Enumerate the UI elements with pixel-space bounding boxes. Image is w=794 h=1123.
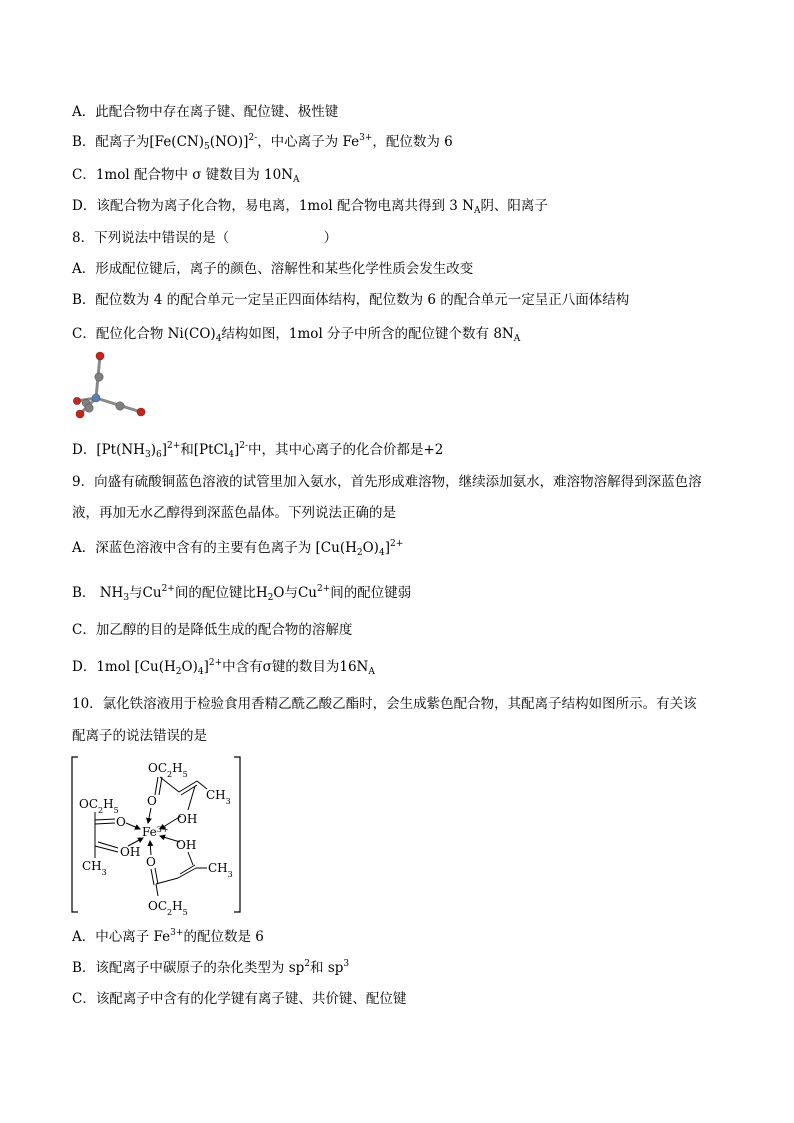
subscript: 2 xyxy=(167,907,173,917)
bottom-ligand-bonds xyxy=(151,852,207,896)
subscript: 2 xyxy=(175,667,182,677)
subscript: 2 xyxy=(98,805,104,815)
q8-stem: 8．下列说法中错误的是（ ） xyxy=(72,230,338,246)
superscript: 3+ xyxy=(359,133,373,143)
q9-stem-line-1: 9．向盛有硫酸铜蓝色溶液的试管里加入氨水，首先形成难溶物，继续添加氨水，难溶物溶解得到深蓝色溶 xyxy=(72,474,702,490)
superscript: 2+ xyxy=(389,539,404,549)
superscript: 2+ xyxy=(161,584,175,594)
subscript: 4 xyxy=(197,667,204,677)
subscript: 4 xyxy=(228,450,234,460)
oxygen-atom xyxy=(137,408,145,416)
subscript: A xyxy=(368,667,375,677)
subscript: 3 xyxy=(101,867,107,877)
superscript: 2 xyxy=(304,959,311,969)
q7-option-d: D．该配合物为离子化合物，易电离，1mol 配合物电离共得到 3 $N_A$阴、阳离子 xyxy=(72,198,548,216)
fe-complex-structure-figure xyxy=(65,750,250,920)
bottom-oc2h5-label: $OC_2H_5$ xyxy=(148,899,188,917)
subscript: 3 xyxy=(227,869,233,879)
left-ch3-label: $CH_3$ xyxy=(82,859,107,877)
ni-co4-molecule-figure xyxy=(65,345,155,420)
left-oc2h5-label: $OC_2H_5$ xyxy=(79,797,119,815)
q8-option-b: B．配位数为 4 的配合单元一定呈正四面体结构，配位数为 6 的配合单元一定呈正八面体结构 xyxy=(72,292,630,308)
q8-option-a: A．形成配位键后，离子的颜色、溶解性和某些化学性质会发生改变 xyxy=(72,261,474,277)
subscript: 2 xyxy=(167,769,173,779)
subscript: A xyxy=(473,206,481,216)
subscript: 4 xyxy=(215,334,222,344)
q10-option-c: C．该配离子中含有的化学键有离子键、共价键、配位键 xyxy=(72,991,407,1007)
nickel-atom xyxy=(92,394,100,402)
subscript: 2 xyxy=(267,593,274,603)
subscript: A xyxy=(513,334,521,344)
bottom-ch3-label: $CH_3$ xyxy=(208,861,233,879)
subscript: 5 xyxy=(113,805,119,815)
left-ligand-bonds xyxy=(95,812,118,858)
q8-option-d: D．$[Pt(NH_3)_6]^{2+}$和[PtCl$_4$]$^{2-}$中，其中心离子的化合价都是+2 xyxy=(72,441,444,460)
superscript: 3+ xyxy=(156,824,169,834)
top-ligand-bonds xyxy=(155,777,207,810)
q7-option-c: C．1mol 配合物中 σ 键数目为 $10N_A$ xyxy=(72,167,300,185)
oxygen-atom xyxy=(73,397,80,404)
subscript: 5 xyxy=(203,142,210,152)
oxygen-atom xyxy=(76,410,84,418)
superscript: 2+ xyxy=(166,441,181,451)
carbon-atom xyxy=(85,404,93,412)
q9-option-d: D．1mol $[Cu(H_2O)_4]^{2+}$中含有σ键的数目为$16N_A$ xyxy=(72,658,375,677)
top-o-label: O xyxy=(147,794,157,808)
right-bracket xyxy=(234,757,240,912)
subscript: 6 xyxy=(155,450,162,460)
bottom-o-label: O xyxy=(146,855,156,869)
subscript: 5 xyxy=(182,907,188,917)
q9-option-a: A．深蓝色溶液中含有的主要有色离子为 $[Cu(H_2O)_4]^{2+}$ xyxy=(72,539,404,558)
q9-option-b: B． $NH_3$与$Cu^{2+}$间的配位键比$H_2O$与$Cu^{2+}$间的配位键弱 xyxy=(72,584,412,603)
q7-option-a: A．此配合物中存在离子键、配位键、极性键 xyxy=(72,104,339,120)
subscript: 5 xyxy=(182,769,188,779)
subscript: 3 xyxy=(225,796,231,806)
subscript: 2 xyxy=(356,548,363,558)
subscript: A xyxy=(293,175,300,185)
q8-option-c: C．配位化合物 $Ni(CO)_4$结构如图，1mol 分子中所含的配位键个数有 $8N_A$ xyxy=(72,326,521,344)
superscript: 2+ xyxy=(208,658,223,668)
subscript: 3 xyxy=(144,450,151,460)
top-oc2h5-label: $OC_2H_5$ xyxy=(148,761,188,779)
carbon-atom xyxy=(95,373,103,381)
subscript: 4 xyxy=(378,548,385,558)
q9-stem-line-2: 液，再加无水乙醇得到深蓝色晶体。下列说法正确的是 xyxy=(72,505,396,521)
bottom-oh-label: OH xyxy=(176,838,197,852)
superscript: 2+ xyxy=(316,584,331,594)
q10-stem-line-1: 10．氯化铁溶液用于检验食用香精乙酰乙酸乙酯时，会生成紫色配合物，其配离子结构如图所示。有关该 xyxy=(72,696,697,712)
center-fe-label: $Fe^{3+}$ xyxy=(142,824,169,839)
top-ch3-label: $CH_3$ xyxy=(206,788,231,806)
superscript: 2- xyxy=(248,133,258,143)
superscript: 2- xyxy=(239,441,248,451)
left-o-label: O xyxy=(116,815,126,829)
q9-option-c: C．加乙醇的目的是降低生成的配合物的溶解度 xyxy=(72,622,353,638)
q10-stem-line-2: 配离子的说法错误的是 xyxy=(72,728,207,744)
q7-option-b: B．配离子为$[Fe(CN)_5(NO)]^{2-}$，中心离子为 $Fe^{3+}$，配位数为 6 xyxy=(72,133,453,152)
subscript: 3 xyxy=(123,593,130,603)
superscript: 3 xyxy=(343,959,350,969)
left-oh-label: OH xyxy=(120,845,141,859)
q10-option-a: A．中心离子 $Fe^{3+}$的配位数是 6 xyxy=(72,928,264,945)
oxygen-atom xyxy=(96,352,104,360)
carbon-atom xyxy=(116,402,124,410)
left-bracket xyxy=(72,757,78,912)
q10-option-b: B．该配离子中碳原子的杂化类型为 $sp^2$和 $sp^3$ xyxy=(72,959,350,976)
top-oh-label: OH xyxy=(177,812,198,826)
superscript: 3+ xyxy=(170,928,184,938)
